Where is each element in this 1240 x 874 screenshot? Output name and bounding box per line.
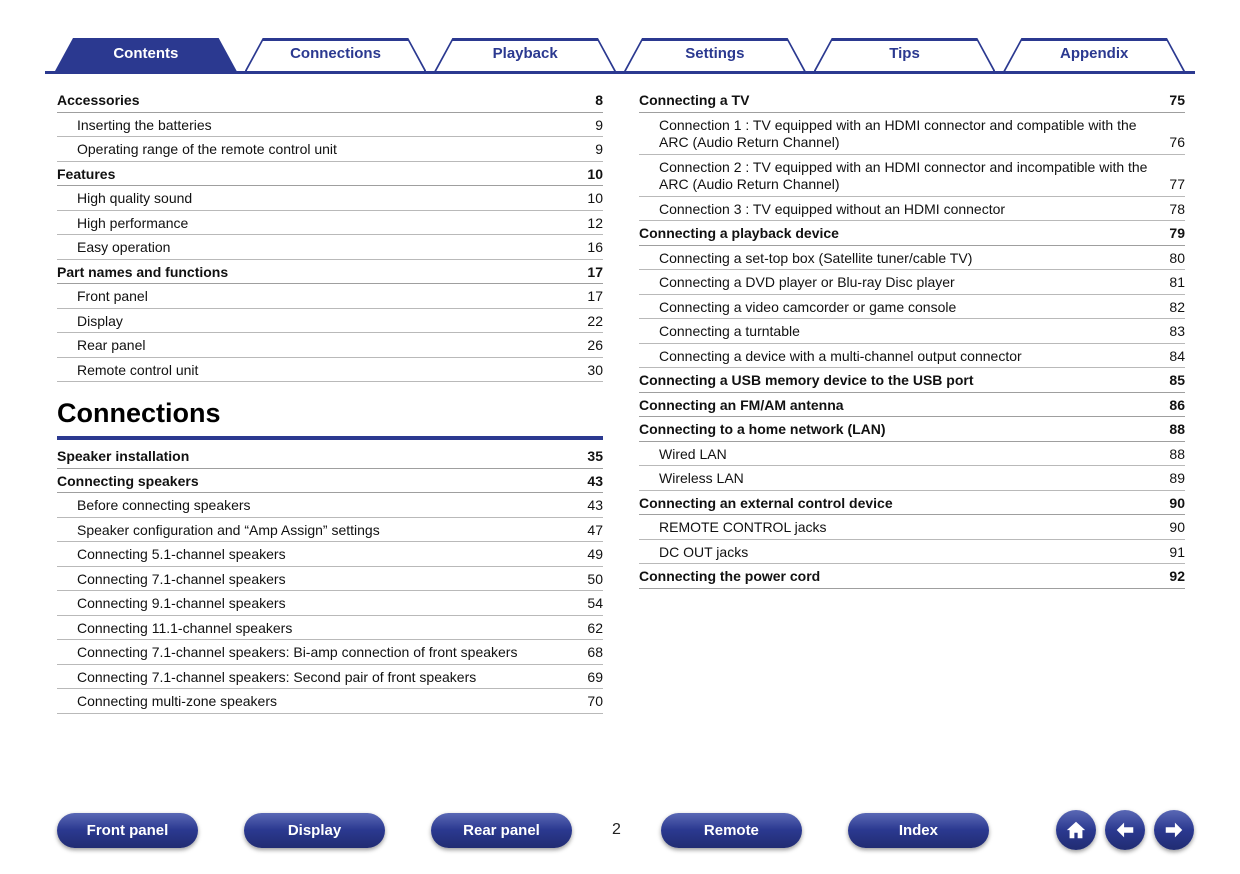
tab-label: Contents bbox=[113, 45, 179, 62]
toc-entry-page: 70 bbox=[587, 693, 603, 709]
toc-entry-title: Connecting a playback device bbox=[639, 225, 839, 241]
toc-entry-title: Inserting the batteries bbox=[77, 116, 212, 133]
toc-entry[interactable] bbox=[639, 246, 1185, 271]
toc-entry-page: 9 bbox=[595, 116, 603, 133]
toc-entry-title: Wired LAN bbox=[659, 445, 727, 462]
toc-entry-title: Connecting a TV bbox=[639, 92, 750, 108]
toc-entry[interactable] bbox=[57, 137, 603, 162]
toc-entry-title: High quality sound bbox=[77, 190, 193, 206]
toc-entry[interactable] bbox=[57, 689, 603, 714]
toc-entry-page: 77 bbox=[1169, 176, 1185, 192]
toc-entry[interactable] bbox=[57, 186, 603, 211]
toc-entry[interactable] bbox=[639, 368, 1185, 393]
toc-entry[interactable] bbox=[639, 197, 1185, 222]
toc-entry[interactable] bbox=[57, 235, 603, 260]
tab-label: Settings bbox=[685, 45, 745, 62]
toc-entry[interactable] bbox=[57, 88, 603, 113]
toc-entry[interactable] bbox=[639, 295, 1185, 320]
toc-entry[interactable] bbox=[57, 665, 603, 690]
toc-entry-title: Remote control unit bbox=[77, 361, 199, 378]
toc-entry-page: 86 bbox=[1169, 396, 1185, 413]
footer-left-buttons bbox=[57, 813, 572, 848]
nav-button-display[interactable]: Display bbox=[244, 813, 385, 848]
toc-entry[interactable] bbox=[57, 162, 603, 187]
toc-entry[interactable] bbox=[57, 333, 603, 358]
toc-entry-title: Before connecting speakers bbox=[77, 497, 251, 513]
nav-button-rear-panel[interactable]: Rear panel bbox=[431, 813, 572, 848]
tab-connections[interactable] bbox=[245, 38, 427, 71]
footer-nav bbox=[57, 808, 1194, 852]
toc-entry[interactable] bbox=[57, 640, 603, 665]
toc-entry-page: 9 bbox=[595, 141, 603, 157]
forward-icon bbox=[1163, 819, 1185, 841]
toc-entry[interactable] bbox=[57, 211, 603, 236]
toc-entry-page: 91 bbox=[1169, 543, 1185, 560]
toc-entry-title: Connecting a device with a multi-channel output connector bbox=[659, 347, 1022, 364]
toc-entry-title: Features bbox=[57, 165, 116, 182]
nav-button-index[interactable]: Index bbox=[848, 813, 989, 848]
toc-entry-page: 68 bbox=[587, 644, 603, 660]
toc-entry-title: Connecting a turntable bbox=[659, 323, 800, 339]
toc-entry-page: 69 bbox=[587, 668, 603, 685]
toc-entry-title: Connecting an external control device bbox=[639, 494, 893, 511]
toc-entry[interactable] bbox=[57, 444, 603, 469]
chapter-heading: Connections bbox=[57, 382, 603, 440]
toc-entry-title: Rear panel bbox=[77, 337, 146, 353]
toc-entry[interactable] bbox=[57, 113, 603, 138]
toc-entry-page: 82 bbox=[1169, 298, 1185, 315]
toc-entry-title: Connection 2 : TV equipped with an HDMI connector and incompatible with the ARC (Audio Return Channel) bbox=[659, 158, 1148, 192]
toc-entry[interactable] bbox=[57, 284, 603, 309]
toc-entry-title: Connecting a DVD player or Blu-ray Disc player bbox=[659, 274, 955, 290]
toc-entry-title: Connecting 7.1-channel speakers bbox=[77, 570, 286, 587]
footer-icons bbox=[1056, 810, 1194, 850]
toc-entry-page: 49 bbox=[587, 546, 603, 562]
tab-label: Tips bbox=[889, 45, 920, 62]
toc-entry-title: Connecting 7.1-channel speakers: Second pair of front speakers bbox=[77, 668, 477, 685]
toc-entry-page: 35 bbox=[587, 448, 603, 464]
toc-column-right bbox=[639, 88, 1185, 589]
toc-entry-page: 75 bbox=[1169, 92, 1185, 108]
toc-entry-page: 79 bbox=[1169, 225, 1185, 241]
toc-entry-title: Operating range of the remote control unit bbox=[77, 141, 337, 157]
toc-main bbox=[57, 88, 1185, 714]
tab-label: Connections bbox=[290, 45, 381, 62]
toc-entry[interactable] bbox=[57, 616, 603, 641]
toc-entry-page: 8 bbox=[595, 92, 603, 108]
toc-entry-title: Accessories bbox=[57, 92, 140, 108]
toc-entry-page: 92 bbox=[1169, 568, 1185, 584]
toc-entry[interactable] bbox=[639, 113, 1185, 155]
toc-entry[interactable] bbox=[639, 155, 1185, 197]
toc-entry[interactable] bbox=[57, 469, 603, 494]
toc-entry[interactable] bbox=[639, 466, 1185, 491]
toc-entry-page: 43 bbox=[587, 472, 603, 489]
toc-entry-title: Connecting a set-top box (Satellite tuner/cable TV) bbox=[659, 249, 973, 266]
tab-appendix[interactable] bbox=[1003, 38, 1185, 71]
toc-entry[interactable] bbox=[639, 319, 1185, 344]
toc-entry[interactable] bbox=[639, 540, 1185, 565]
toc-entry-page: 76 bbox=[1169, 134, 1185, 150]
toc-entry[interactable] bbox=[57, 309, 603, 334]
toc-entry-page: 54 bbox=[587, 595, 603, 611]
toc-entry-title: Connecting 9.1-channel speakers bbox=[77, 595, 286, 611]
toc-entry-title: Connecting a video camcorder or game console bbox=[659, 298, 957, 315]
toc-entry-title: Front panel bbox=[77, 288, 148, 304]
tab-bar bbox=[45, 38, 1195, 74]
tab-tips[interactable] bbox=[814, 38, 996, 71]
toc-entry-title: Connecting 11.1-channel speakers bbox=[77, 619, 293, 636]
toc-entry[interactable] bbox=[57, 358, 603, 383]
home-button[interactable] bbox=[1056, 810, 1096, 850]
toc-entry[interactable] bbox=[639, 270, 1185, 295]
toc-entry[interactable] bbox=[639, 491, 1185, 516]
nav-button-front-panel[interactable]: Front panel bbox=[57, 813, 198, 848]
toc-entry[interactable] bbox=[639, 221, 1185, 246]
tab-playback[interactable] bbox=[434, 38, 616, 71]
toc-entry-title: Connection 3 : TV equipped without an HDMI connector bbox=[659, 200, 1006, 217]
page-number: 2 bbox=[612, 821, 621, 838]
toc-entry-page: 83 bbox=[1169, 323, 1185, 339]
toc-entry-title: Connecting a USB memory device to the USB port bbox=[639, 372, 974, 388]
tab-contents[interactable] bbox=[55, 38, 237, 71]
toc-entry-title: Connecting speakers bbox=[57, 472, 199, 489]
toc-entry-page: 88 bbox=[1169, 445, 1185, 462]
toc-entry-title: Speaker configuration and “Amp Assign” settings bbox=[77, 521, 380, 538]
footer-right-buttons bbox=[661, 813, 989, 848]
toc-entry-page: 78 bbox=[1169, 200, 1185, 217]
toc-entry-title: Wireless LAN bbox=[659, 470, 744, 486]
home-icon bbox=[1065, 819, 1087, 841]
toc-entry-title: Connecting 5.1-channel speakers bbox=[77, 546, 286, 562]
back-icon bbox=[1114, 819, 1136, 841]
toc-entry[interactable] bbox=[57, 567, 603, 592]
toc-entry[interactable] bbox=[57, 518, 603, 543]
toc-entry[interactable] bbox=[639, 393, 1185, 418]
toc-entry-page: 43 bbox=[587, 497, 603, 513]
toc-column-left bbox=[57, 88, 603, 714]
toc-entry-title: REMOTE CONTROL jacks bbox=[659, 519, 827, 535]
toc-entry-page: 10 bbox=[587, 190, 603, 206]
toc-entry-page: 84 bbox=[1169, 347, 1185, 364]
toc-entry[interactable] bbox=[57, 493, 603, 518]
toc-entry-page: 89 bbox=[1169, 470, 1185, 486]
toc-entry[interactable] bbox=[57, 591, 603, 616]
toc-entry-title: Speaker installation bbox=[57, 448, 190, 464]
toc-entry-page: 85 bbox=[1169, 372, 1185, 388]
toc-entry-page: 17 bbox=[587, 288, 603, 304]
toc-entry-page: 81 bbox=[1169, 274, 1185, 290]
toc-entry-title: Display bbox=[77, 312, 123, 329]
toc-entry-page: 16 bbox=[587, 239, 603, 255]
toc-entry[interactable] bbox=[57, 260, 603, 285]
toc-entry[interactable] bbox=[639, 515, 1185, 540]
nav-button-remote[interactable]: Remote bbox=[661, 813, 802, 848]
toc-entry-page: 26 bbox=[587, 337, 603, 353]
toc-entry-title: Connection 1 : TV equipped with an HDMI connector and compatible with the ARC (Audio Return Channel) bbox=[659, 116, 1137, 150]
toc-entry-page: 90 bbox=[1169, 494, 1185, 511]
toc-entry[interactable] bbox=[57, 542, 603, 567]
toc-entry-page: 88 bbox=[1169, 421, 1185, 437]
toc-entry-page: 80 bbox=[1169, 249, 1185, 266]
toc-entry-page: 10 bbox=[587, 165, 603, 182]
toc-entry-page: 30 bbox=[587, 361, 603, 378]
toc-entry-page: 22 bbox=[587, 312, 603, 329]
toc-entry[interactable] bbox=[639, 442, 1185, 467]
toc-entry-title: High performance bbox=[77, 214, 189, 231]
toc-entry-page: 17 bbox=[587, 263, 603, 280]
tab-label: Playback bbox=[492, 45, 558, 62]
toc-entry[interactable] bbox=[639, 344, 1185, 369]
toc-entry-title: Connecting multi-zone speakers bbox=[77, 693, 277, 709]
toc-entry-title: Part names and functions bbox=[57, 263, 229, 280]
toc-entry-page: 50 bbox=[587, 570, 603, 587]
tab-label: Appendix bbox=[1060, 45, 1129, 62]
toc-entry[interactable] bbox=[639, 417, 1185, 442]
toc-entry-title: Connecting to a home network (LAN) bbox=[639, 421, 886, 437]
back-button[interactable] bbox=[1105, 810, 1145, 850]
toc-entry-title: Connecting an FM/AM antenna bbox=[639, 396, 844, 413]
toc-entry-title: Easy operation bbox=[77, 239, 171, 255]
toc-entry-title: Connecting 7.1-channel speakers: Bi-amp connection of front speakers bbox=[77, 644, 518, 660]
tab-settings[interactable] bbox=[624, 38, 806, 71]
toc-entry-title: Connecting the power cord bbox=[639, 568, 821, 584]
toc-entry-page: 12 bbox=[587, 214, 603, 231]
forward-button[interactable] bbox=[1154, 810, 1194, 850]
toc-entry[interactable] bbox=[639, 88, 1185, 113]
toc-entry-title: DC OUT jacks bbox=[659, 543, 749, 560]
toc-entry-page: 62 bbox=[587, 619, 603, 636]
toc-entry-page: 90 bbox=[1169, 519, 1185, 535]
toc-entry[interactable] bbox=[639, 564, 1185, 589]
toc-entry-page: 47 bbox=[587, 521, 603, 538]
